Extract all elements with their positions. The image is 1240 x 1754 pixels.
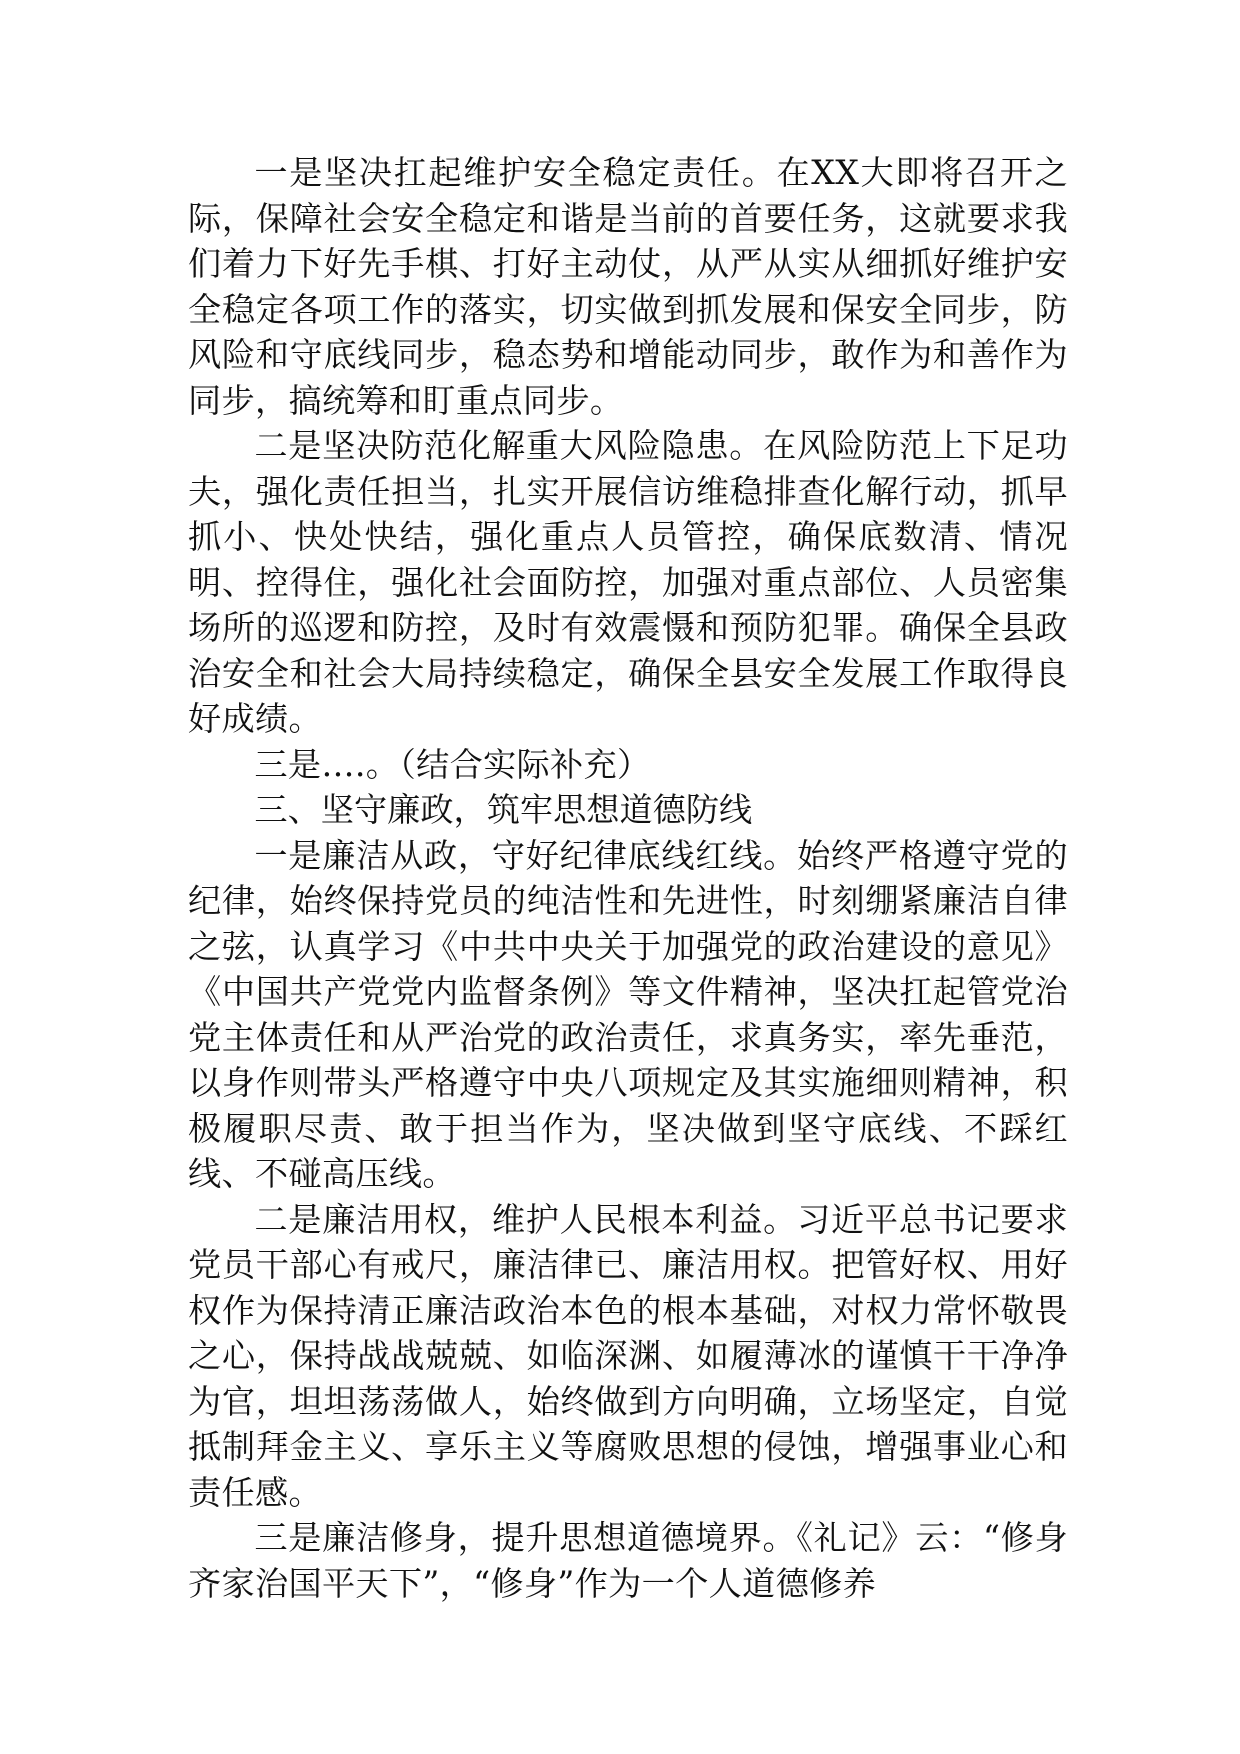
paragraph-safety-responsibility: 一是坚决扛起维护安全稳定责任。在XX大即将召开之际，保障社会安全稳定和谐是当前的首要任务，这就要求我们着力下好先手棋、打好主动仗，从严从实从细抓好维护安全稳定各项工作的落实，切实做到抓发展和保安全同步，防风险和守底线同步，稳态势和增能动同步，敢作为和善作为同步，搞统筹和盯重点同步。 <box>188 153 1068 420</box>
paragraph-clean-governance: 一是廉洁从政，守好纪律底线红线。始终严格遵守党的纪律，始终保持党员的纯洁性和先进性，时刻绷紧廉洁自律之弦，认真学习《中共中央关于加强党的政治建设的意见》《中国共产党党内监督条例》等文件精神，坚决扛起管党治党主体责任和从严治党的政治责任，求真务实，率先垂范，以身作则带头严格遵守中央八项规定及其实施细则精神，积极履职尽责、敢于担当作为，坚决做到坚守底线、不踩红线、不碰高压线。 <box>188 835 1068 1193</box>
document-body <box>188 150 1068 1606</box>
paragraph-risk-prevention: 二是坚决防范化解重大风险隐患。在风险防范上下足功夫，强化责任担当，扎实开展信访维稳排查化解行动，抓早抓小、快处快结，强化重点人员管控，确保底数清、情况明、控得住，强化社会面防控，加强对重点部位、人员密集场所的巡逻和防控，及时有效震慑和预防犯罪。确保全县政治安全和社会大局持续稳定，确保全县安全发展工作取得良好成绩。 <box>188 426 1068 738</box>
paragraph-self-cultivation: 三是廉洁修身，提升思想道德境界。《礼记》云：“修身齐家治国平天下”，“修身”作为一个人道德修养 <box>188 1518 1068 1603</box>
paragraph-clean-power-use: 二是廉洁用权，维护人民根本利益。习近平总书记要求党员干部心有戒尺，廉洁律已、廉洁用权。把管好权、用好权作为保持清正廉洁政治本色的根本基础，对权力常怀敬畏之心，保持战战兢兢、如临深渊、如履薄冰的谨慎干干净净为官，坦坦荡荡做人，始终做到方向明确，立场坚定，自觉抵制拜金主义、享乐主义等腐败思想的侵蚀，增强事业心和责任感。 <box>188 1199 1068 1512</box>
section-heading-integrity: 三、坚守廉政，筑牢思想道德防线 <box>254 790 753 829</box>
paragraph-supplement-note: 三是….。（结合实际补充） <box>254 744 651 784</box>
